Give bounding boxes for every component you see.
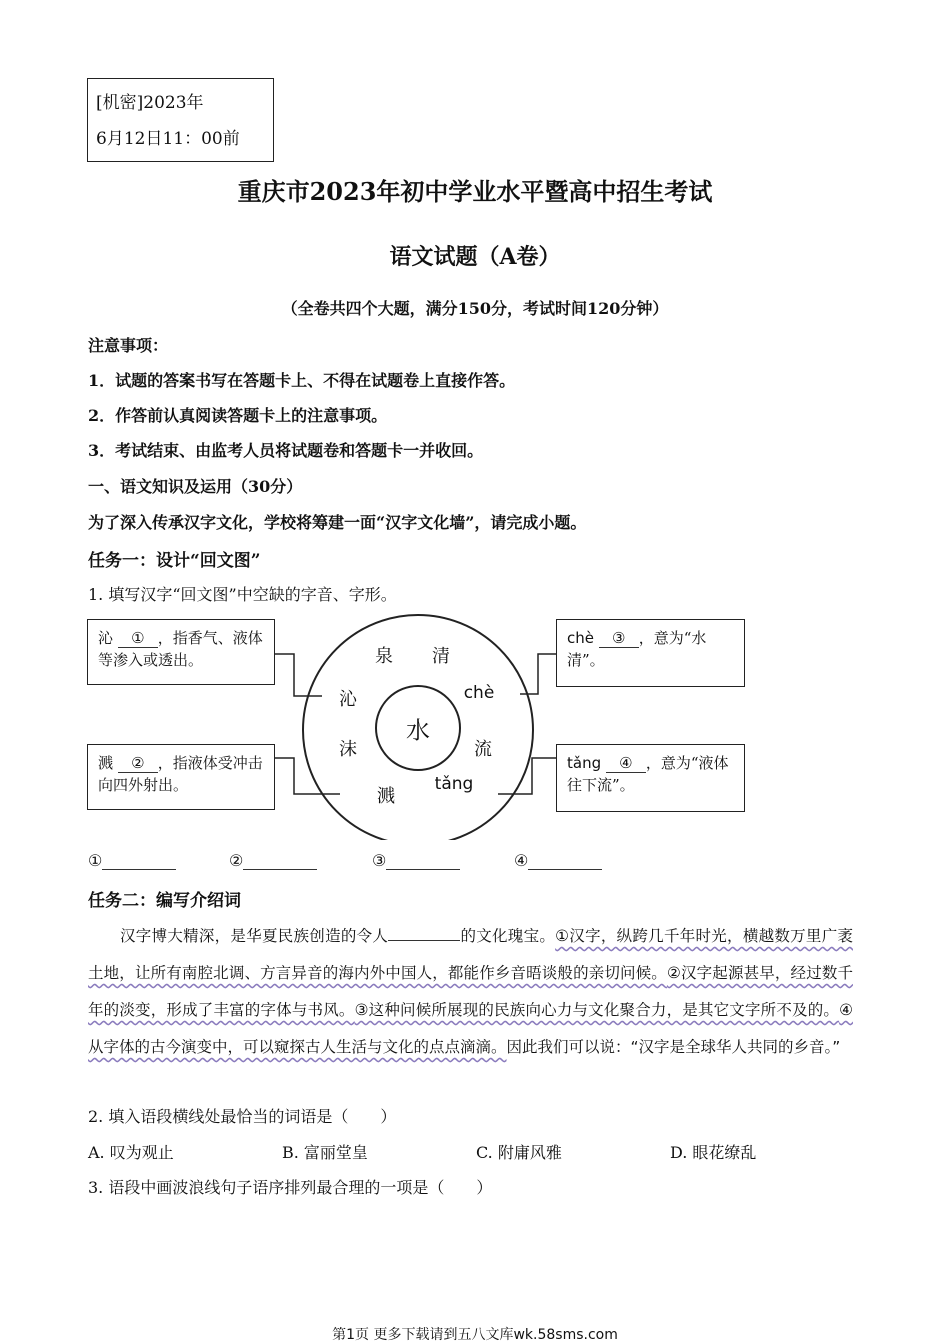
option-d: D. 眼花缭乱: [670, 1143, 757, 1162]
box-top-left: [87, 619, 275, 685]
answer-blank-4: ④: [514, 851, 602, 870]
option-b: B. 富丽堂皇: [282, 1143, 368, 1162]
box-text: ，意为“水清”。: [567, 629, 707, 669]
box-top-right: [556, 619, 745, 687]
blank-number: ①: [118, 629, 158, 648]
task2-heading: 任务二：编写介绍词: [88, 891, 241, 911]
section-heading: 一、语文知识及运用（30分）: [88, 477, 303, 496]
box-bottom-left: [87, 744, 275, 810]
ring-char: 沫: [339, 739, 357, 760]
notice-item: 3．考试结束、由监考人员将试题卷和答题卡一并收回。: [88, 441, 484, 460]
ring-char: 沁: [339, 689, 357, 710]
exam-subtitle: 语文试题（A卷）: [389, 244, 561, 270]
blank-number: ④: [606, 754, 646, 773]
passage-blank: [388, 926, 460, 941]
passage-text: 汉字博大精深，是华夏民族创造的令人: [120, 927, 389, 945]
passage-text: 的文化瑰宝。: [460, 927, 556, 945]
notice-item: 2．作答前认真阅读答题卡上的注意事项。: [88, 406, 388, 425]
exam-info: （全卷共四个大题，满分150分，考试时间120分钟）: [281, 299, 669, 318]
ring-pinyin: chè: [463, 683, 495, 703]
connector-top-left: [274, 654, 322, 696]
wavy-sentence-3: ③这种问候所展现的民族向心力与文化聚合力，是其它文字所不及的。: [354, 1001, 840, 1019]
passage-text: 因此我们可以说：“汉字是全球华人共同的乡音。”: [506, 1038, 841, 1056]
question-3: 3. 语段中画波浪线句子语序排列最合理的一项是（ ）: [88, 1178, 493, 1197]
option-a: A. 叹为观止: [88, 1143, 174, 1162]
confidential-line-2: 6月12日11：00前: [96, 129, 240, 149]
exam-title: 重庆市2023年初中学业水平暨高中招生考试: [237, 177, 713, 206]
center-char: 水: [406, 716, 430, 745]
answer-blank-3: ③: [372, 851, 460, 870]
box-char: 沁: [98, 629, 114, 647]
ring-char: 流: [474, 739, 492, 760]
box-text: ，指香气、液体等渗入或透出。: [98, 629, 263, 669]
box-bottom-right: [556, 744, 745, 812]
wavy-sentence-2: ②汉字起源甚早，经过数千年的淡变，形成了丰富的字体与书风。: [88, 964, 853, 1019]
ring-pinyin: tǎng: [434, 774, 474, 794]
wavy-sentence-1: ①汉字，纵跨几千年时光，横越数万里广袤土地，让所有南腔北调、方言异音的海内外中国人，都能作乡音晤谈般的亲切问候。: [88, 927, 853, 982]
box-pinyin: chè: [567, 629, 594, 647]
ring-char: 清: [432, 646, 450, 667]
box-char: 溅: [98, 754, 114, 772]
box-text: ，意为“液体往下流”。: [567, 754, 729, 794]
confidential-line-1: [机密]2023年: [96, 93, 204, 113]
passage: [88, 918, 853, 1066]
box-pinyin: tǎng: [567, 754, 602, 772]
ring-char: 泉: [375, 646, 393, 667]
ring-char: 溅: [377, 786, 395, 807]
wavy-sentence-4: ④从字体的古今演变中，可以窥探古人生活与文化的点点滴滴。: [88, 1001, 853, 1056]
task1-heading: 任务一：设计“回文图”: [88, 551, 261, 571]
notice-item: 1．试题的答案书写在答题卡上、不得在试题卷上直接作答。: [88, 371, 516, 390]
question-2: 2. 填入语段横线处最恰当的词语是（ ）: [88, 1107, 397, 1126]
option-c: C. 附庸风雅: [476, 1143, 562, 1162]
page-footer: 第1页 更多下载请到五八文库wk.58sms.com: [332, 1327, 618, 1343]
question-1: 1. 填写汉字“回文图”中空缺的字音、字形。: [88, 585, 397, 604]
answer-blank-1: ①: [88, 851, 176, 870]
section-intro: 为了深入传承汉字文化，学校将筹建一面“汉字文化墙”，请完成小题。: [88, 513, 587, 532]
answer-blank-2: ②: [229, 851, 317, 870]
notice-heading: 注意事项：: [88, 336, 169, 355]
blank-number: ②: [118, 754, 158, 773]
box-text: ，指液体受冲击向四外射出。: [98, 754, 263, 794]
blank-number: ③: [599, 629, 639, 648]
